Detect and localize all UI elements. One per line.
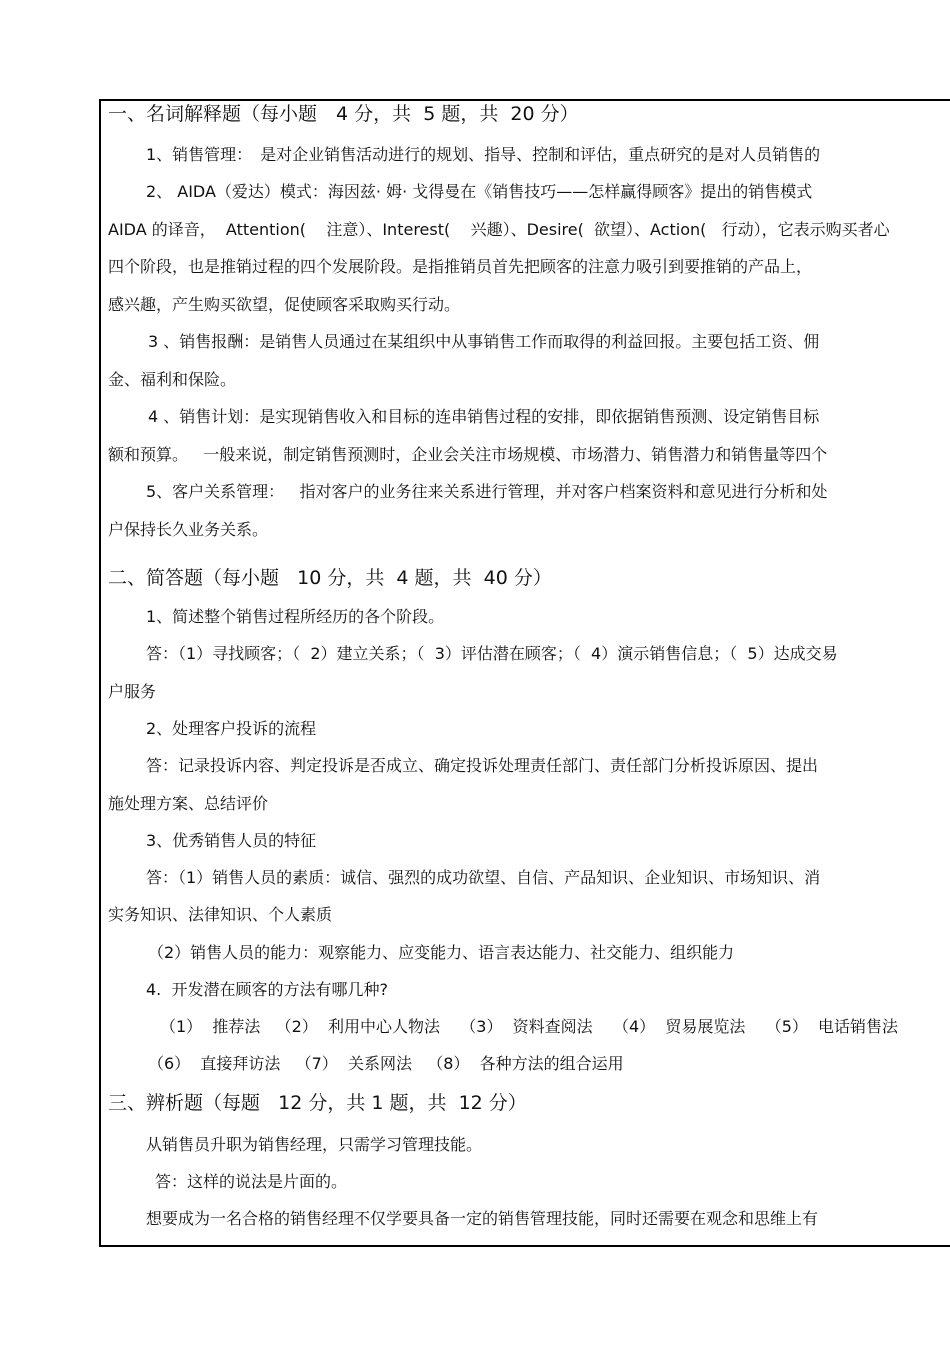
s2-line-9: 实务知识、法律知识、个人素质 [108, 905, 333, 924]
s1-line-7: 金、福利和保险。 [108, 370, 237, 389]
s1-line-2: 2、 AIDA（爱达）模式：海因兹· 姆· 戈得曼在《销售技巧——怎样赢得顾客》提出的销售模式 [146, 182, 813, 201]
s2-line-6: 施处理方案、总结评价 [108, 794, 269, 813]
s1-line-10: 5、客户关系管理： 指对客户的业务往来关系进行管理，并对客户档案资料和意见进行分析和处 [146, 482, 828, 501]
s1-line-8: 4 、销售计划：是实现销售收入和目标的连串销售过程的安排，即依据销售预测、设定销售目标 [148, 407, 820, 426]
section-2-heading: 二、简答题（每小题 10 分，共 4 题，共 40 分） [108, 567, 552, 589]
s3-line-2: 答：这样的说法是片面的。 [155, 1172, 348, 1191]
s2-line-10: （2）销售人员的能力：观察能力、应变能力、语言表达能力、社交能力、组织能力 [148, 943, 735, 962]
s2-line-13: （6） 直接拜访法 （7） 关系网法 （8） 各种方法的组合运用 [148, 1054, 624, 1073]
s1-line-5: 感兴趣，产生购买欲望，促使顾客采取购买行动。 [108, 295, 461, 314]
s2-line-3: 户服务 [108, 682, 157, 701]
s1-line-9: 额和预算。 一般来说，制定销售预测时，企业会关注市场规模、市场潜力、销售潜力和销售量等四个 [108, 445, 828, 464]
s1-line-1: 1、销售管理： 是对企业销售活动进行的规划、指导、控制和评估，重点研究的是对人员销售的 [146, 145, 821, 164]
s2-line-5: 答：记录投诉内容、判定投诉是否成立、确定投诉处理责任部门、责任部门分析投诉原因、提出 [146, 756, 819, 775]
s2-line-11: 4. 开发潜在顾客的方法有哪几种? [146, 980, 388, 999]
s2-line-7: 3、优秀销售人员的特征 [146, 831, 317, 850]
s1-line-6: 3 、销售报酬：是销售人员通过在某组织中从事销售工作而取得的利益回报。主要包括工资、佣 [148, 332, 820, 351]
s2-line-8: 答：（1）销售人员的素质：诚信、强烈的成功欲望、自信、产品知识、企业知识、市场知识、消 [146, 868, 821, 887]
s2-line-2: 答：（1）寻找顾客；（ 2）建立关系；（ 3）评估潜在顾客；（ 4）演示销售信息；（ 5）达成交易 [146, 644, 838, 663]
s3-line-1: 从销售员升职为销售经理，只需学习管理技能。 [146, 1135, 483, 1154]
section-1-heading: 一、名词解释题（每小题 4 分，共 5 题，共 20 分） [108, 103, 579, 125]
s2-line-1: 1、简述整个销售过程所经历的各个阶段。 [146, 607, 445, 626]
s1-line-4: 四个阶段，也是推销过程的四个发展阶段。是指推销员首先把顾客的注意力吸引到要推销的产品上， [108, 257, 813, 276]
s1-line-11: 户保持长久业务关系。 [108, 520, 269, 539]
s2-line-12: （1） 推荐法 （2） 利用中心人物法 （3） 资料查阅法 （4） 贸易展览法 （5） 电话销售法 [160, 1017, 899, 1036]
s1-line-3: AIDA 的译音， Attention( 注意）、Interest( 兴趣）、Desire( 欲望）、Action( 行动），它表示购买者心 [108, 220, 890, 239]
section-3-heading: 三、辨析题（每题 12 分，共 1 题，共 12 分） [108, 1092, 527, 1114]
s3-line-3: 想要成为一名合格的销售经理不仅学要具备一定的销售管理技能，同时还需要在观念和思维上有 [146, 1209, 819, 1228]
s2-line-4: 2、处理客户投诉的流程 [146, 719, 317, 738]
